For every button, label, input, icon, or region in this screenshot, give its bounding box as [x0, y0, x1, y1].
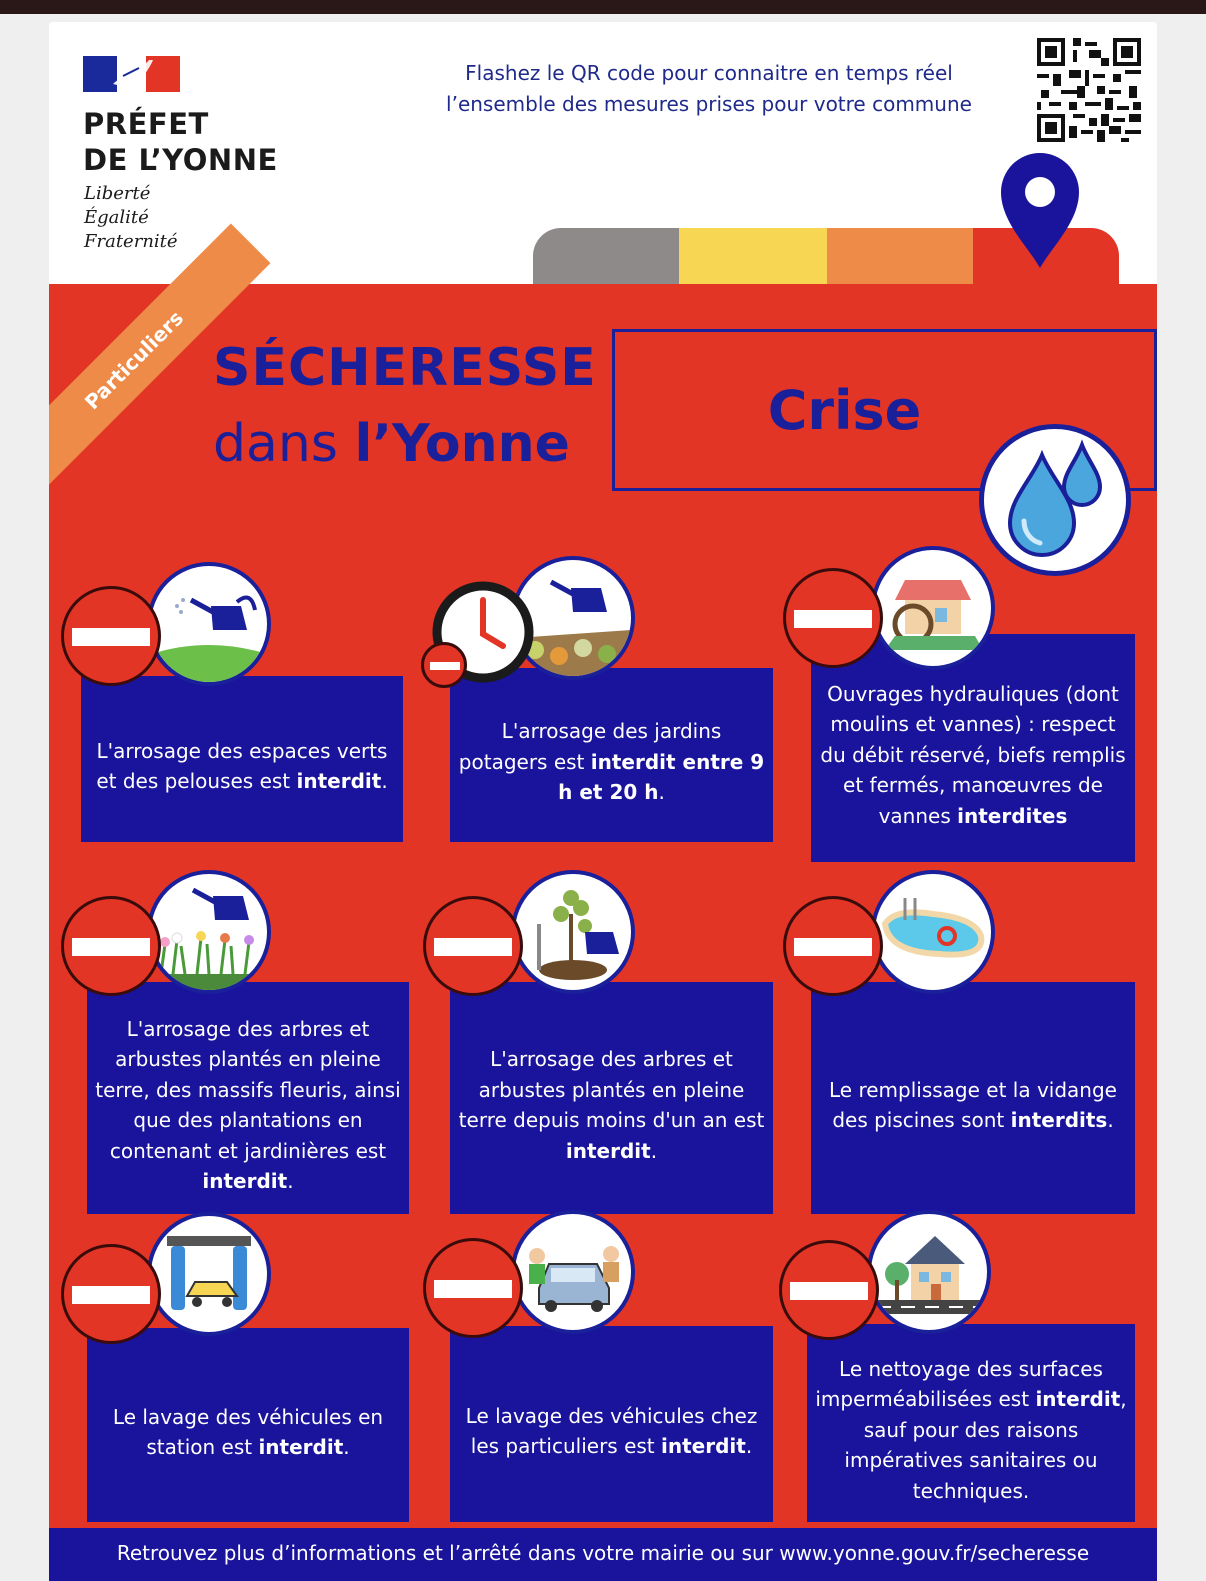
- devise: [84, 182, 178, 254]
- title-yonne: l’Yonne: [354, 414, 570, 474]
- watering-lawn-icon: [147, 562, 271, 686]
- qr-instructions-line-2: l’ensemble des mesures prises pour votre commune: [446, 92, 972, 116]
- measure-card-ouvrages-hydrauliques: [811, 634, 1135, 862]
- watering-young-tree-icon: [511, 870, 635, 994]
- measure-text: Le lavage des véhicules chez les particuliers est interdit.: [465, 1403, 758, 1458]
- marianne-logo-icon: [83, 56, 180, 92]
- measure-text: L'arrosage des espaces verts et des pelouses est interdit.: [96, 738, 388, 793]
- measure-card-arbres-recents: [450, 982, 773, 1214]
- poster-body: [49, 284, 1157, 1528]
- measure-card-surfaces-impermeabilisees: [807, 1324, 1135, 1522]
- ribbon-label: Particuliers: [79, 305, 189, 415]
- measure-text: Le lavage des véhicules en station est interdit.: [112, 1404, 384, 1459]
- qr-code-icon[interactable]: [1037, 38, 1141, 142]
- title-secheresse: SÉCHERESSE: [213, 338, 597, 398]
- title-dans-yonne: [213, 414, 570, 474]
- devise-liberte: Liberté: [84, 183, 151, 204]
- footer-text: Retrouvez plus d’informations et l’arrêté dans votre mairie ou sur www.yonne.gouv.fr/secheresse: [116, 1541, 1090, 1565]
- prohibited-sign-icon: [779, 1240, 879, 1340]
- prohibited-sign-icon: [61, 1244, 161, 1344]
- measure-card-lavage-station: [87, 1328, 409, 1522]
- prohibited-sign-icon: [423, 896, 523, 996]
- prefet-line-2: DE L’YONNE: [83, 143, 278, 177]
- level-alerte-bar: [679, 228, 827, 288]
- water-drops-icon: [979, 424, 1131, 576]
- measure-card-espaces-verts: [81, 676, 403, 842]
- level-vigilance-bar: [533, 228, 679, 288]
- map-pin-icon: [999, 152, 1081, 270]
- house-pavement-icon: [867, 1210, 991, 1334]
- swimming-pool-icon: [871, 870, 995, 994]
- prefet-line-1: PRÉFET: [83, 107, 209, 141]
- title-dans: dans: [213, 414, 355, 474]
- car-wash-station-icon: [147, 1212, 271, 1336]
- car-wash-home-icon: [511, 1210, 635, 1334]
- crisis-level-label: Crise: [767, 378, 922, 442]
- measure-card-jardins-potagers: [450, 668, 773, 842]
- measure-text: L'arrosage des arbres et arbustes plantés en pleine terre depuis moins d'un an est interdit.: [458, 1047, 765, 1163]
- devise-fraternite: Fraternité: [84, 231, 178, 252]
- poster-footer: [49, 1528, 1157, 1581]
- qr-instructions: [409, 58, 1009, 120]
- prohibited-sign-icon: [783, 896, 883, 996]
- prohibited-sign-icon: [423, 1238, 523, 1338]
- measure-card-arbres-massifs: [87, 982, 409, 1214]
- watering-flowers-icon: [147, 870, 271, 994]
- measure-text: Le remplissage et la vidange des piscines sont interdits.: [829, 1077, 1117, 1132]
- measure-card-lavage-particuliers: [450, 1326, 773, 1522]
- prohibited-sign-small-icon: [421, 642, 467, 688]
- prefet-title: [83, 106, 278, 178]
- qr-instructions-line-1: Flashez le QR code pour connaitre en temps réel: [465, 61, 953, 85]
- prohibited-sign-icon: [61, 586, 161, 686]
- drought-poster: [49, 22, 1157, 1581]
- measure-text: Le nettoyage des surfaces imperméabilisées est interdit, sauf pour des raisons impératives sanitaires ou techniques.: [815, 1356, 1127, 1503]
- window-top-bar: [0, 0, 1206, 14]
- water-mill-icon: [871, 546, 995, 670]
- prohibited-sign-icon: [61, 896, 161, 996]
- prohibited-sign-icon: [783, 568, 883, 668]
- level-alerte-renforcee-bar: [827, 228, 973, 288]
- measure-text: L'arrosage des jardins potagers est interdit entre 9 h et 20 h.: [458, 719, 765, 805]
- measure-card-piscines: [811, 982, 1135, 1214]
- measure-text: L'arrosage des arbres et arbustes plantés en pleine terre, des massifs fleuris, ainsi que des plantations en contenant et jardinières est interdit.: [95, 1016, 401, 1193]
- measure-text: Ouvrages hydrauliques (dont moulins et vannes) : respect du débit réservé, biefs remplis et fermés, manœuvres de vannes interdites: [820, 681, 1126, 828]
- devise-egalite: Égalité: [84, 207, 149, 228]
